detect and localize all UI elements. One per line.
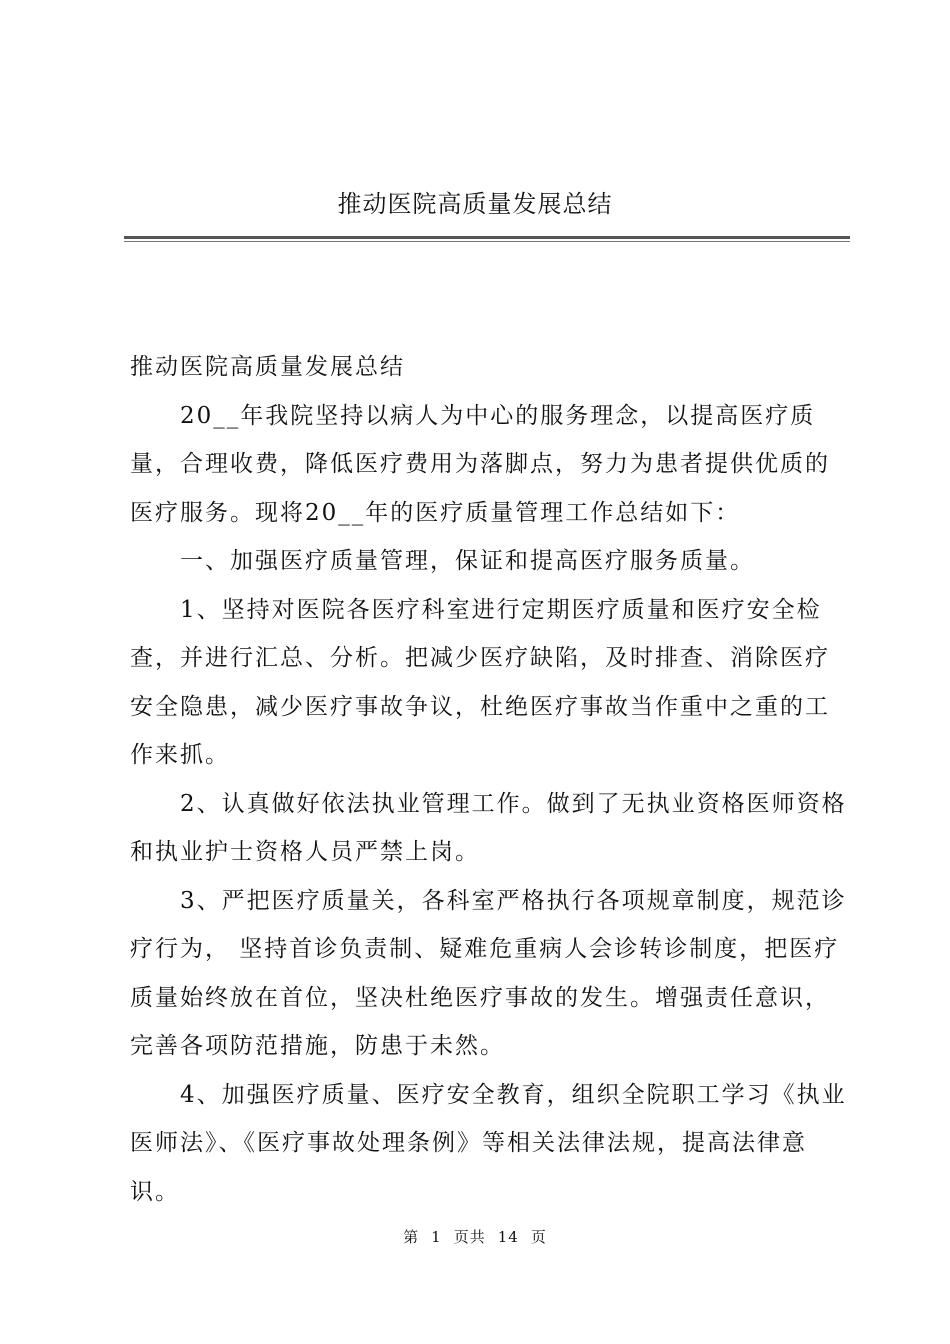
paragraph: 1、坚持对医院各医疗科室进行定期医疗质量和医疗安全检查，并进行汇总、分析。把减少医疗缺陷，及时排查、消除医疗安全隐患，减少医疗事故争议，杜绝医疗事故当作重中之重的工作来抓。 bbox=[130, 596, 830, 768]
paragraph: 2、认真做好依法执业管理工作。做到了无执业资格医师资格和执业护士资格人员严禁上岗。 bbox=[130, 790, 847, 865]
paragraph: 20__年我院坚持以病人为中心的服务理念，以提高医疗质量，合理收费，降低医疗费用为落脚点，努力为患者提供优质的医疗服务。现将20__年的医疗质量管理工作总结如下： bbox=[130, 402, 830, 526]
document-body bbox=[130, 343, 850, 1216]
header-divider-thin bbox=[124, 241, 850, 242]
footer-page-middle: 页共 bbox=[453, 1228, 486, 1246]
footer-page-number: 1 bbox=[431, 1228, 442, 1246]
header-divider-thick bbox=[124, 236, 850, 239]
document-heading: 推动医院高质量发展总结 bbox=[130, 354, 405, 380]
footer-page-suffix: 页 bbox=[530, 1228, 547, 1246]
footer-page-total: 14 bbox=[497, 1228, 519, 1246]
footer-page-prefix: 第 bbox=[403, 1228, 420, 1246]
paragraph: 4、加强医疗质量、医疗安全教育，组织全院职工学习《执业医师法》、《医疗事故处理条例》等相关法律法规，提高法律意识。 bbox=[130, 1081, 847, 1205]
page-header-title: 推动医院高质量发展总结 bbox=[337, 190, 613, 218]
paragraph: 3、严把医疗质量关，各科室严格执行各项规章制度，规范诊疗行为， 坚持首诊负责制、疑难危重病人会诊转诊制度，把医疗质量始终放在首位，坚决杜绝医疗事故的发生。增强责任意识，完善各项防范措施，防患于未然。 bbox=[130, 887, 847, 1059]
page-footer bbox=[0, 1226, 950, 1248]
paragraph: 一、加强医疗质量管理，保证和提高医疗服务质量。 bbox=[180, 548, 755, 574]
